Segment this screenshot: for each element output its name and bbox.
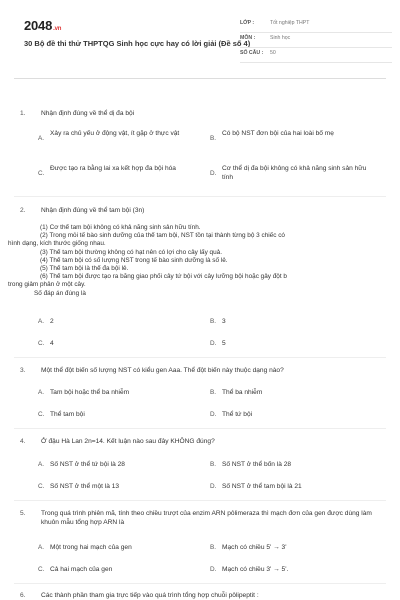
- meta-value: Sinh học: [270, 35, 291, 41]
- question-text: Trong quá trình phiên mã, tính theo chiều trượt của enzim ARN pôlimeraza thì mạch đơn của gen được dùng làm khuôn mẫu tổng hợp ARN là: [41, 510, 372, 526]
- option-letter: A.: [38, 461, 45, 468]
- option-letter: C.: [38, 170, 45, 177]
- option-text: Tam bội hoặc thể ba nhiễm: [50, 389, 130, 396]
- statement: (2) Trong mỗi tế bào sinh dưỡng của thể tam bội, NST tồn tại thành từng bộ 3 chiếc có: [40, 232, 285, 240]
- option-letter: C.: [38, 340, 45, 347]
- question-separator: [14, 357, 386, 358]
- option-letter: C.: [38, 483, 45, 490]
- option-letter: D.: [210, 411, 217, 418]
- meta-row-count: [240, 48, 392, 63]
- header-divider: [14, 78, 386, 79]
- option-text: Cả hai mạch của gen: [50, 566, 113, 573]
- document-title: 30 Bộ đề thi thử THPTQG Sinh học cực hay có lời giải (Đề số 4): [24, 39, 251, 48]
- option-row: [38, 388, 368, 410]
- option-letter: B.: [210, 318, 217, 325]
- option-text: 4: [50, 340, 54, 347]
- site-logo[interactable]: [24, 18, 61, 33]
- option-letter: D.: [210, 340, 217, 347]
- option-letter: D.: [210, 566, 217, 573]
- statement: (3) Thể tam bội thường không có hạt nên có lợi cho cây lấy quả.: [40, 248, 222, 256]
- option-row: [38, 543, 368, 565]
- option-text: Số NST ở thể tam bội là 21: [222, 483, 302, 490]
- option-text: Thể ba nhiễm: [222, 389, 263, 396]
- statement: (1) Cơ thể tam bội không có khả năng sinh sản hữu tính.: [40, 224, 201, 231]
- question-text: Ở đậu Hà Lan 2n=14. Kết luận nào sau đây KHÔNG đúng?: [41, 438, 215, 445]
- meta-label: MÔN :: [240, 35, 256, 41]
- statement: (4) Thể tam bội có số lượng NST trong tế bào sinh dưỡng là số lẻ.: [40, 256, 228, 264]
- meta-label: LỚP :: [240, 20, 255, 26]
- statement-list: [8, 224, 368, 298]
- statement-continued: trong giảm phân ở một cây.: [8, 281, 86, 289]
- option-text: Xảy ra chủ yếu ở động vật, ít gặp ở thực vật: [50, 130, 180, 137]
- option-row: [38, 317, 368, 339]
- question-separator: [14, 196, 386, 197]
- question-text: Nhận định đúng về thể tam bội (3n): [41, 207, 145, 214]
- option-letter: A.: [38, 135, 45, 142]
- statement-continued: hình dạng, kích thước giống nhau.: [8, 240, 106, 248]
- option-letter: D.: [210, 483, 217, 490]
- meta-row-subject: [240, 33, 392, 48]
- question-number: 3.: [20, 367, 26, 374]
- question-number: 2.: [20, 207, 26, 214]
- option-text: Có bộ NST đơn bội của hai loài bố mẹ: [222, 130, 334, 137]
- document-header: [14, 8, 386, 70]
- option-text: Được tạo ra bằng lai xa kết hợp đa bội hóa: [50, 165, 176, 172]
- meta-label: SỐ CÂU :: [240, 50, 264, 56]
- option-text: Thể tam bội: [50, 411, 85, 418]
- meta-value: 50: [270, 50, 276, 56]
- option-letter: A.: [38, 318, 45, 325]
- question-text: Một thể đột biến số lượng NST có kiểu gen Aaa. Thể đột biến này thuộc dạng nào?: [41, 367, 284, 374]
- option-letter: B.: [210, 461, 217, 468]
- option-letter: B.: [210, 544, 217, 551]
- option-letter: B.: [210, 135, 217, 142]
- option-letter: B.: [210, 389, 217, 396]
- question-number: 5.: [20, 510, 26, 517]
- option-text: Cơ thể dị đa bội không có khả năng sinh sản hữu tính: [222, 165, 367, 181]
- statement: (6) Thể tam bội được tạo ra bằng giao phối cây tứ bội với cây lưỡng bội hoặc gây đột b: [40, 273, 287, 281]
- document-meta: [240, 18, 392, 63]
- option-row: [38, 460, 368, 482]
- option-row: [38, 164, 368, 186]
- option-letter: C.: [38, 411, 45, 418]
- option-text: Số NST ở thể một là 13: [50, 483, 120, 490]
- question-separator: [14, 500, 386, 501]
- logo-suffix: .vn: [53, 26, 62, 32]
- option-letter: A.: [38, 544, 45, 551]
- statement: (5) Thể tam bội là thể đa bội lẻ.: [40, 265, 129, 273]
- option-text: Số NST ở thể tứ bội là 28: [50, 461, 125, 468]
- question-number: 1.: [20, 110, 26, 117]
- logo-main: 2048: [24, 18, 53, 33]
- option-text: Một trong hai mạch của gen: [50, 544, 132, 551]
- question-prompt: Số đáp án đúng là: [34, 289, 86, 297]
- option-text: Mạch có chiều 3' → 5'.: [222, 566, 289, 573]
- meta-value: Tốt nghiệp THPT: [270, 20, 310, 26]
- option-text: Thể tứ bội: [222, 411, 253, 418]
- option-letter: C.: [38, 566, 45, 573]
- option-text: 2: [50, 318, 54, 325]
- option-text: Mạch có chiều 5' → 3': [222, 544, 287, 551]
- question-number: 6.: [20, 592, 26, 599]
- meta-row-class: [240, 18, 392, 33]
- question-text: Nhận định đúng về thể dị đa bội: [41, 110, 135, 117]
- option-text: Số NST ở thể bốn là 28: [222, 461, 292, 468]
- question-number: 4.: [20, 438, 26, 445]
- question-separator: [14, 428, 386, 429]
- question-separator: [14, 583, 386, 584]
- option-letter: D.: [210, 170, 217, 177]
- option-text: 5: [222, 340, 226, 347]
- option-text: 3: [222, 318, 226, 325]
- option-letter: A.: [38, 389, 45, 396]
- option-row: [38, 129, 368, 151]
- question-text: Các thành phần tham gia trực tiếp vào quá trình tổng hợp chuỗi pôlipeptit :: [41, 592, 259, 599]
